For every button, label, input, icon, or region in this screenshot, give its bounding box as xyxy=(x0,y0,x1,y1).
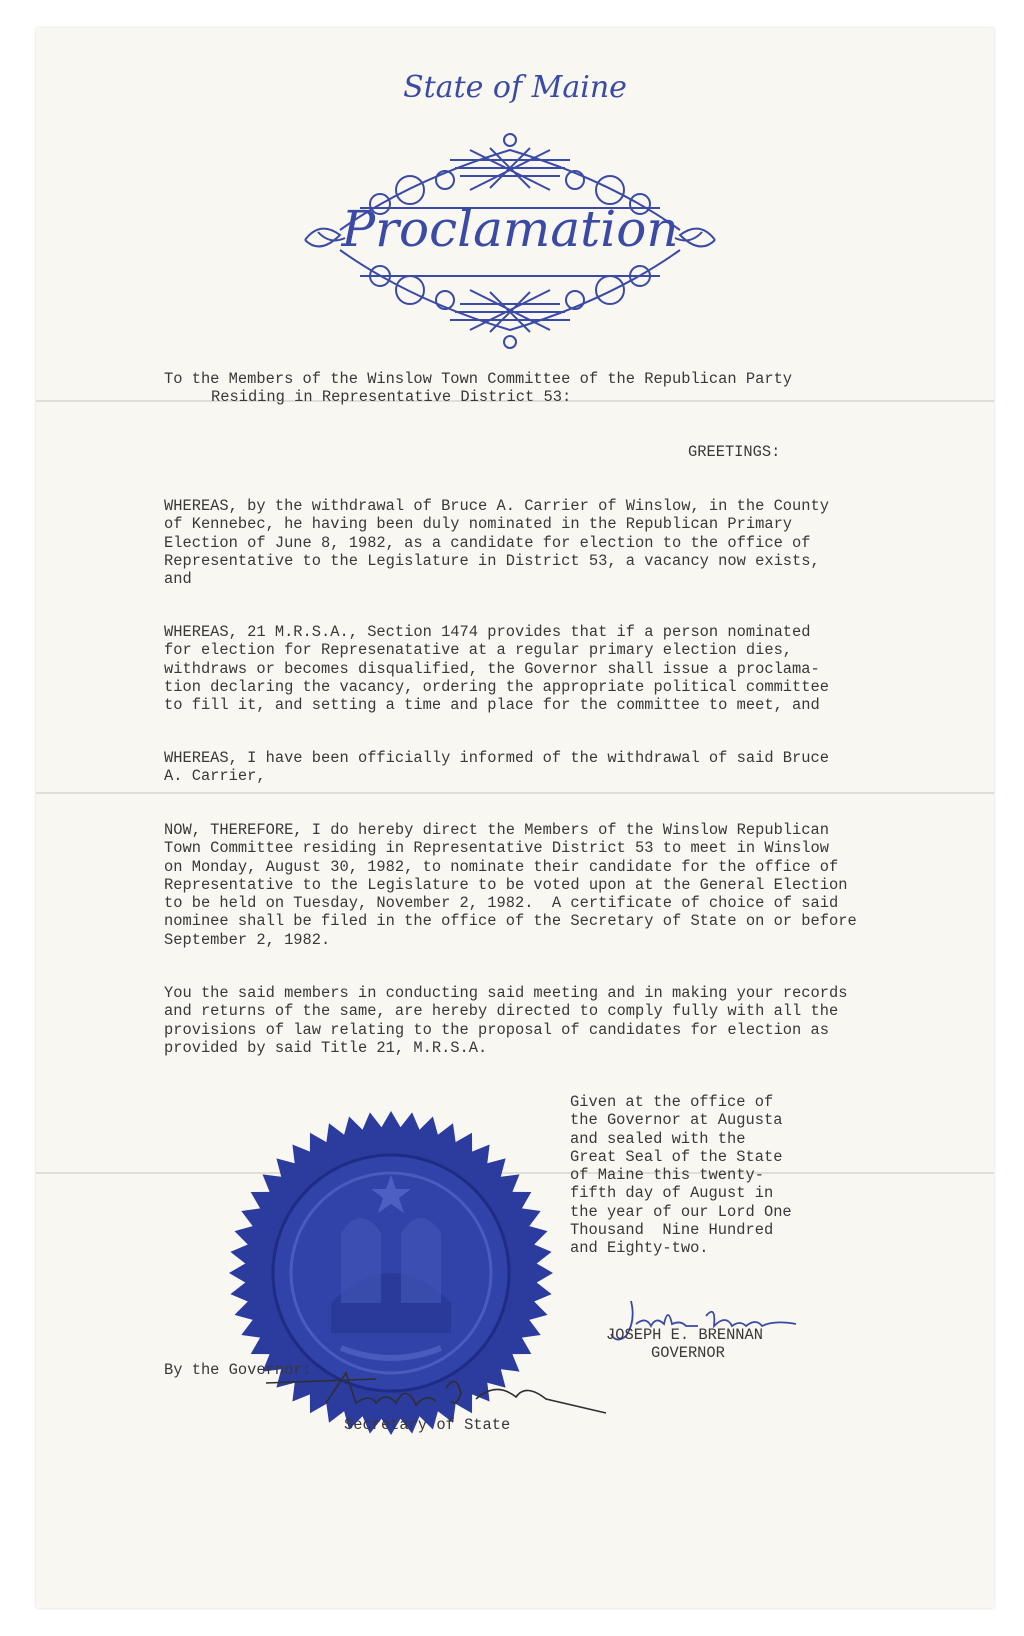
secretary-signature-icon xyxy=(256,1363,616,1423)
given-at-text: Given at the office of the Governor at Augusta and sealed with the Great Seal of the State of Maine this twenty- fifth day of August in the year of our Lord One Thousand Nine Hundred and Eighty-two. xyxy=(570,1093,792,1258)
paragraph-now-therefore: NOW, THEREFORE, I do hereby direct the Members of the Winslow Republican Town Committee residing in Representative District 53 to meet in Winslow on Monday, August 30, 1982, to nominate their candidate for the office of Representative to the Legislature to be voted upon at the General Election to be held on Tuesday, November 2, 1982. A certificate of choice of said nominee shall be filed in the office of the Secretary of State on or before September 2, 1982. xyxy=(164,821,857,949)
salutation-line2: Residing in Representative District 53: xyxy=(211,388,572,406)
salutation-line1: To the Members of the Winslow Town Committee of the Republican Party xyxy=(164,370,793,388)
state-title: State of Maine xyxy=(403,70,627,105)
proclamation-ornament xyxy=(300,120,720,360)
governor-title: GOVERNOR xyxy=(651,1344,725,1362)
by-the-governor: By the Governor: xyxy=(164,1361,312,1379)
document-title: Proclamation xyxy=(341,200,679,258)
paragraph-whereas-1: WHEREAS, by the withdrawal of Bruce A. Carrier of Winslow, in the County of Kennebec, he having been duly nominated in the Republican Primary Election of June 8, 1982, as a candidate for election to the office of Representative to the Legislature in District 53, a vacancy now exists, and xyxy=(164,497,829,589)
paragraph-whereas-2: WHEREAS, 21 M.R.S.A., Section 1474 provides that if a person nominated for election for Represenatative at a regular primary election dies, withdraws or becomes disqualified, the Governor shall issue a proclama- tion declaring the vacancy, ordering the appropriate political committee to fill it, and setting a time and place for the committee to meet, and xyxy=(164,623,829,715)
fold-line xyxy=(36,792,994,794)
paragraph-directive: You the said members in conducting said meeting and in making your records and returns of the same, are hereby directed to comply fully with all the provisions of law relating to the proposal of candidates for election as provided by said Title 21, M.R.S.A. xyxy=(164,984,848,1057)
proclamation-document xyxy=(36,28,994,1608)
paragraph-whereas-3: WHEREAS, I have been officially informed of the withdrawal of said Bruce A. Carrier, xyxy=(164,749,829,786)
secretary-title: Secretary of State xyxy=(344,1416,511,1434)
greeting: GREETINGS: xyxy=(688,443,781,461)
governor-name: JOSEPH E. BRENNAN xyxy=(606,1326,764,1344)
